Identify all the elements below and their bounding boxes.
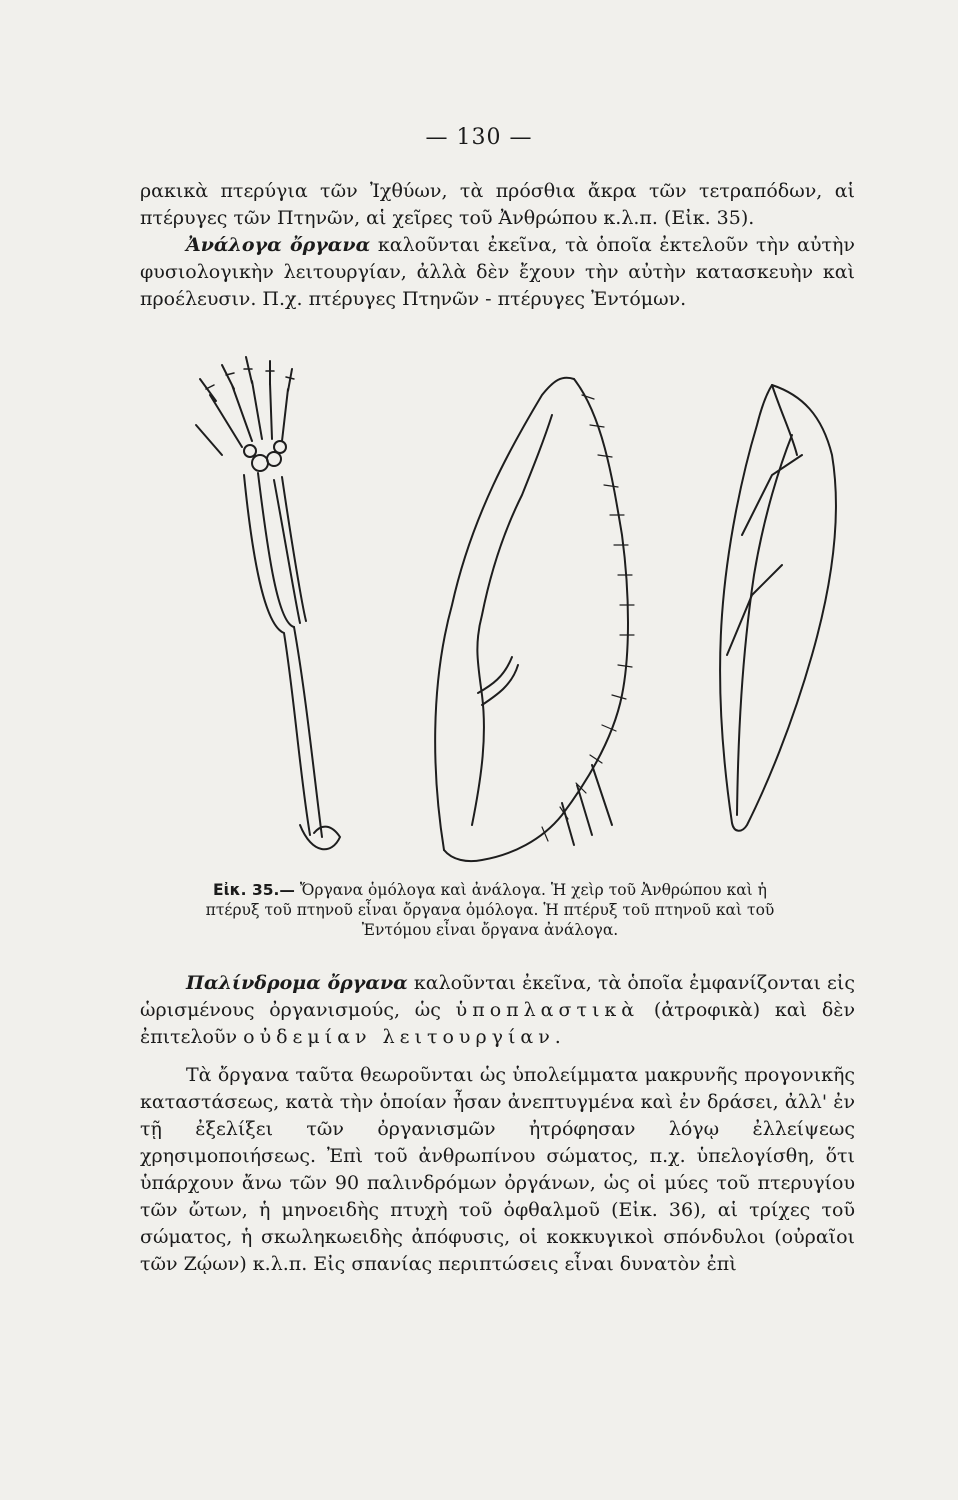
palindroma-paragraph bbox=[140, 970, 855, 1051]
palindroma-spaced-2: οὐδεμίαν λειτουργίαν. bbox=[243, 1026, 566, 1048]
vestigial-organs-text: Τὰ ὄργανα ταῦτα θεωροῦνται ὡς ὑπολείμματα μακρυνῆς προγονικῆς καταστάσεως, κατὰ τὴν ὁποίαν ἦσαν ἀνεπτυγμένα καὶ ἐν δράσει, ἀλλ' ἐν τῇ ἐξελίξει τῶν ὀργανισμῶν ἠτρόφησαν λόγῳ ἐλλείψεως χρησιμοποιήσεως. Ἐπὶ τοῦ ἀνθρωπίνου σώματος, π.χ. ὑπελογίσθη, ὅτι ὑπάρχουν ἄνω τῶν 90 παλινδρόμων ὀργάνων, ὡς οἱ μύες τοῦ πτερυγίου τῶν ὤτων, ἡ μηνοειδὴς πτυχὴ τοῦ ὀφθαλμοῦ (Εἰκ. 36), αἱ τρίχες τοῦ σώματος, ἡ σκωληκωειδὴς ἀπόφυσις, οἱ κοκκυγικοὶ σπόνδυλοι (οὐραῖοι τῶν Ζῴων) κ.λ.π. Εἰς σπανίας περιπτώσεις εἶναι δυνατὸν ἐπὶ bbox=[140, 1064, 855, 1275]
analoga-term: Ἀνάλογα ὄργανα bbox=[186, 234, 371, 256]
palindroma-text-b: (ἀτροφικὰ) καὶ δὲν ἐπιτελοῦν bbox=[140, 999, 855, 1048]
analoga-definition bbox=[140, 232, 855, 313]
last-paragraph bbox=[140, 1062, 855, 1278]
bird-wing-drawing bbox=[435, 378, 634, 861]
human-arm-drawing bbox=[196, 357, 340, 849]
analoga-text: καλοῦνται ἐκεῖνα, τὰ ὁποῖα ἐκτελοῦν τὴν αὐτὴν φυσιολογικὴν λειτουργίαν, ἀλλὰ δὲν ἔχουν τὴν αὐτὴν κατασκευὴν καὶ προέλευσιν. Π.χ. πτέρυγες Πτηνῶν - πτέρυγες Ἐντόμων. bbox=[140, 234, 855, 310]
caption-text: Ὄργανα ὁμόλογα καὶ ἀνάλογα. Ἡ χεὶρ τοῦ Ἀνθρώπου καὶ ἡ πτέρυξ τοῦ πτηνοῦ εἶναι ὄργανα ὁμόλογα. Ἡ πτέρυξ τοῦ πτηνοῦ καὶ τοῦ Ἐντόμου εἶναι ὄργανα ἀνάλογα. bbox=[205, 881, 775, 939]
palindroma-text-a: καλοῦνται ἐκεῖνα, τὰ ὁποῖα ἐμφανίζονται εἰς ὡρισμένους ὀργανισμούς, ὡς bbox=[140, 972, 855, 1021]
homologous-continuation: ρακικὰ πτερύγια τῶν Ἰχθύων, τὰ πρόσθια ἄκρα τῶν τετραπόδων, αἱ πτέρυγες τῶν Πτηνῶν, αἱ χεῖρες τοῦ Ἀνθρώπου κ.λ.π. (Εἰκ. 35). bbox=[140, 180, 855, 229]
caption-label: Εἰκ. 35.— bbox=[213, 881, 295, 899]
palindroma-term: Παλίνδρομα ὄργανα bbox=[186, 972, 408, 994]
top-paragraph bbox=[140, 178, 855, 313]
palindroma-spaced-1: ὑποπλαστικὰ bbox=[455, 999, 640, 1021]
figure-35-illustration bbox=[182, 355, 862, 875]
insect-wing-drawing bbox=[720, 385, 836, 831]
page-number: — 130 — bbox=[425, 125, 533, 150]
figure-caption bbox=[200, 880, 780, 940]
